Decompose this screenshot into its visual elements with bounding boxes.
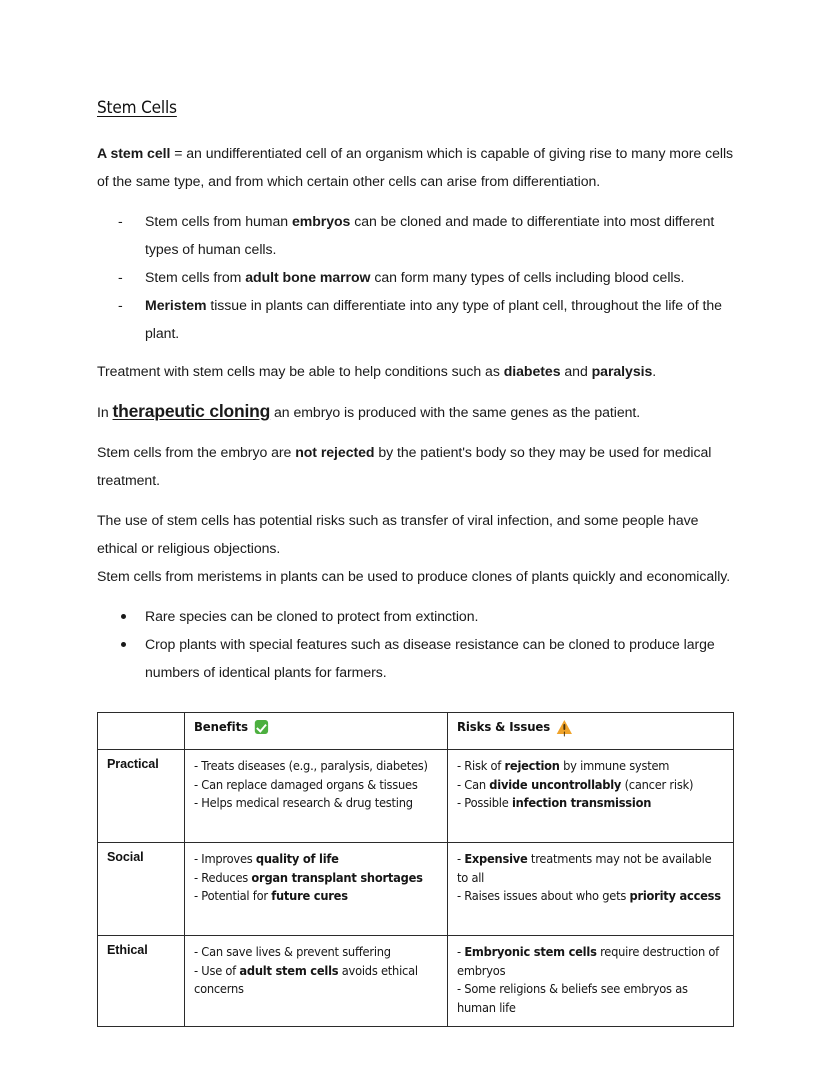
- benefit-keyword: adult stem cells: [239, 963, 339, 978]
- benefit-line: - Helps medical research & drug testing: [194, 796, 413, 810]
- list-item-text-pre: Stem cells from human: [145, 213, 292, 229]
- definition-body: = an undifferentiated cell of an organism which is capable of giving rise to many more cells of the same type, and from which certain other cells can arise from differentiation.: [97, 145, 734, 189]
- table-header-benefits-label: Benefits: [194, 720, 248, 734]
- benefit-line: [194, 850, 437, 869]
- list-item-keyword: Meristem: [145, 297, 207, 313]
- risk-text-pre: -: [457, 945, 465, 959]
- risk-keyword: infection transmission: [511, 796, 652, 810]
- benefit-text-pre: - Use of: [194, 963, 240, 978]
- benefit-text-pre: - Improves: [194, 852, 256, 866]
- table-row: [98, 843, 734, 936]
- list-item: [97, 263, 737, 291]
- benefit-text-pre: - Potential for: [194, 889, 272, 903]
- risk-line: [457, 943, 723, 980]
- risk-line: - Some religions & beliefs see embryos as human life: [457, 982, 688, 1015]
- definition-term: A stem cell: [97, 145, 171, 161]
- risk-text-post: (cancer risk): [621, 777, 694, 792]
- list-item: Crop plants with special features such as disease resistance can be cloned to produce large numbers of identical plants for farmers.: [97, 630, 737, 686]
- risk-text-pre: - Raises issues about who gets: [457, 889, 630, 903]
- list-item-text-post: can form many types of cells including blood cells.: [370, 269, 685, 285]
- warning-triangle-icon: [557, 720, 572, 734]
- row-benefits-cell: [185, 936, 448, 1027]
- risk-line: [457, 776, 723, 795]
- treatment-text-pre: Treatment with stem cells may be able to help conditions such as: [97, 363, 504, 379]
- table-header-category: [98, 713, 185, 750]
- list-item: [97, 207, 737, 263]
- white-check-mark-icon: [255, 720, 268, 734]
- list-item-text-post: can be cloned and made to differentiate into most different types of human cells.: [145, 213, 715, 257]
- benefit-text-post: avoids ethical concerns: [194, 963, 418, 996]
- plant-cloning-list: [97, 602, 737, 686]
- cloning-text-pre: In: [97, 404, 113, 420]
- rejection-paragraph: [97, 438, 737, 494]
- risk-line: [457, 850, 723, 887]
- table-row: [98, 750, 734, 843]
- table-header-benefits: [185, 713, 448, 750]
- risk-keyword: rejection: [504, 759, 560, 773]
- definition-paragraph: [97, 139, 737, 195]
- list-item: Rare species can be cloned to protect from extinction.: [97, 602, 737, 630]
- treatment-paragraph: [97, 357, 737, 385]
- treatment-text-post: .: [652, 363, 657, 379]
- condition-paralysis: paralysis: [591, 363, 653, 379]
- rejection-text-pre: Stem cells from the embryo are: [97, 444, 296, 460]
- table-header-risks: [448, 713, 734, 750]
- benefit-line: [194, 869, 437, 888]
- risk-text-post: by immune system: [559, 759, 670, 773]
- benefits-risks-table: [97, 712, 734, 1027]
- benefit-keyword: organ transplant shortages: [251, 870, 423, 885]
- row-risks-cell: [448, 750, 734, 843]
- risk-line: [457, 794, 723, 813]
- list-item-keyword: embryos: [291, 213, 351, 229]
- benefit-line: - Can replace damaged organs & tissues: [194, 777, 418, 792]
- meristem-paragraph: Stem cells from meristems in plants can be used to produce clones of plants quickly and economically.: [97, 568, 731, 584]
- benefit-line: [194, 962, 437, 999]
- benefit-line: - Treats diseases (e.g., paralysis, diabetes): [194, 759, 428, 773]
- row-risks-cell: [448, 843, 734, 936]
- row-risks-cell: [448, 936, 734, 1027]
- therapeutic-cloning-paragraph: [97, 397, 737, 426]
- benefit-line: - Can save lives & prevent suffering: [194, 945, 391, 959]
- row-category-label: Practical: [98, 750, 185, 843]
- risk-text-pre: -: [457, 852, 465, 866]
- risk-keyword: divide uncontrollably: [489, 777, 622, 792]
- row-category-label: Social: [98, 843, 185, 936]
- benefit-keyword: future cures: [271, 889, 348, 903]
- stem-cell-sources-list: [97, 207, 737, 347]
- cloning-text-post: an embryo is produced with the same genes as the patient.: [270, 404, 641, 420]
- comparison-table-wrapper: [97, 712, 737, 1027]
- row-benefits-cell: [185, 750, 448, 843]
- benefit-text-pre: - Reduces: [194, 870, 252, 885]
- risk-keyword: Expensive: [464, 852, 528, 866]
- risk-text-pre: - Risk of: [457, 759, 505, 773]
- list-item-text-pre: Stem cells from: [145, 269, 246, 285]
- risk-line: [457, 757, 723, 776]
- risk-text-pre: - Can: [457, 777, 490, 792]
- table-header-risks-label: Risks & Issues: [457, 720, 551, 734]
- risk-keyword: Embryonic stem cells: [464, 945, 597, 959]
- condition-diabetes: diabetes: [503, 363, 561, 379]
- risk-text-pre: - Possible: [457, 796, 512, 810]
- rejection-keyword: not rejected: [295, 444, 375, 460]
- list-item-text-post: tissue in plants can differentiate into any type of plant cell, throughout the life of the plant.: [145, 297, 722, 341]
- benefit-keyword: quality of life: [255, 852, 339, 866]
- table-row: [98, 936, 734, 1027]
- treatment-text-mid: and: [560, 363, 592, 379]
- risk-line: [457, 887, 723, 906]
- document-content: [97, 98, 737, 1027]
- risks-paragraph: The use of stem cells has potential risks such as transfer of viral infection, and some people have ethical or religious objections.: [97, 512, 699, 556]
- table-header-row: [98, 713, 734, 750]
- risk-text-post: treatments may not be available to all: [457, 852, 712, 885]
- risk-keyword: priority access: [629, 889, 721, 903]
- rejection-text-post: by the patient's body so they may be used for medical treatment.: [97, 444, 712, 488]
- list-item-keyword: adult bone marrow: [245, 269, 371, 285]
- list-item: [97, 291, 737, 347]
- risk-text-post: require destruction of embryos: [457, 945, 719, 978]
- row-benefits-cell: [185, 843, 448, 936]
- page-title: Stem Cells: [97, 98, 177, 117]
- row-category-label: Ethical: [98, 936, 185, 1027]
- therapeutic-cloning-term: therapeutic cloning: [112, 401, 271, 421]
- benefit-line: [194, 887, 437, 906]
